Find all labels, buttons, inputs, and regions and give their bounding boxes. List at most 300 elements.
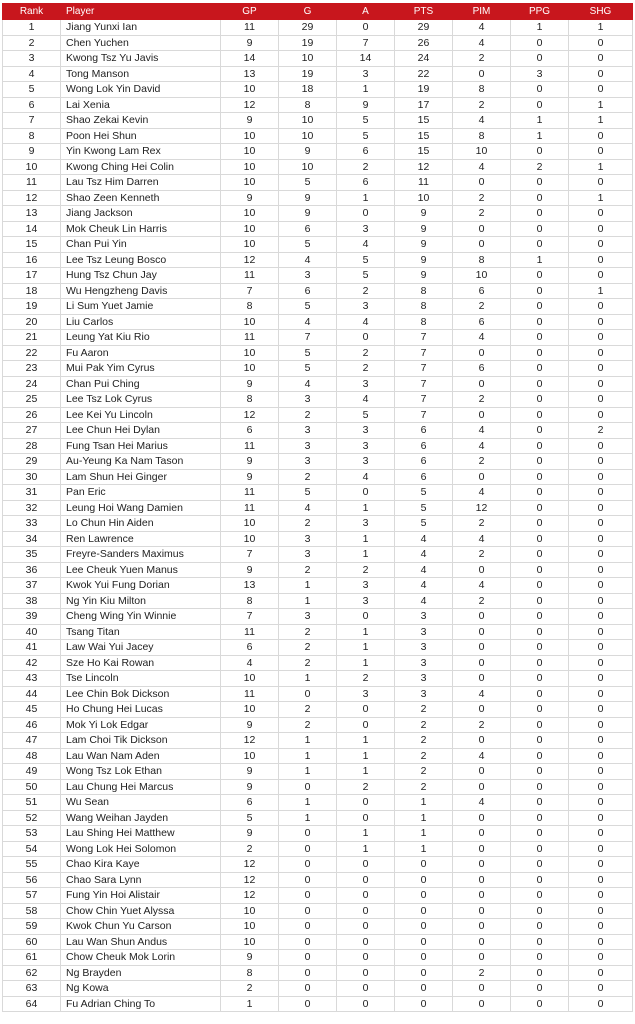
cell-a: 1 bbox=[337, 531, 395, 547]
cell-player[interactable]: Yin Kwong Lam Rex bbox=[61, 144, 221, 160]
cell-ppg: 0 bbox=[511, 934, 569, 950]
cell-a: 5 bbox=[337, 268, 395, 284]
cell-pts: 4 bbox=[395, 593, 453, 609]
cell-gp: 2 bbox=[221, 981, 279, 997]
cell-ppg: 1 bbox=[511, 252, 569, 268]
cell-player[interactable]: Wu Hengzheng Davis bbox=[61, 283, 221, 299]
cell-shg: 0 bbox=[569, 175, 633, 191]
cell-pts: 0 bbox=[395, 950, 453, 966]
cell-gp: 9 bbox=[221, 562, 279, 578]
cell-gp: 10 bbox=[221, 206, 279, 222]
cell-pts: 2 bbox=[395, 717, 453, 733]
header-gp[interactable]: GP bbox=[221, 4, 279, 20]
cell-pts: 8 bbox=[395, 299, 453, 315]
table-row bbox=[3, 190, 633, 206]
cell-a: 5 bbox=[337, 252, 395, 268]
cell-gp: 10 bbox=[221, 702, 279, 718]
cell-shg: 1 bbox=[569, 113, 633, 129]
cell-ppg: 0 bbox=[511, 826, 569, 842]
cell-player[interactable]: Leung Hoi Wang Damien bbox=[61, 500, 221, 516]
cell-pts: 1 bbox=[395, 795, 453, 811]
cell-a: 2 bbox=[337, 345, 395, 361]
cell-gp: 2 bbox=[221, 841, 279, 857]
table-row bbox=[3, 175, 633, 191]
cell-player[interactable]: Li Sum Yuet Jamie bbox=[61, 299, 221, 315]
cell-player[interactable]: Chow Cheuk Mok Lorin bbox=[61, 950, 221, 966]
cell-g: 0 bbox=[279, 826, 337, 842]
cell-player[interactable]: Liu Carlos bbox=[61, 314, 221, 330]
cell-a: 2 bbox=[337, 283, 395, 299]
cell-player[interactable]: Au-Yeung Ka Nam Tason bbox=[61, 454, 221, 470]
cell-pim: 4 bbox=[453, 423, 511, 439]
cell-ppg: 0 bbox=[511, 438, 569, 454]
cell-player[interactable]: Mok Cheuk Lin Harris bbox=[61, 221, 221, 237]
cell-ppg: 0 bbox=[511, 268, 569, 284]
cell-rank: 43 bbox=[3, 671, 61, 687]
table-row bbox=[3, 919, 633, 935]
table-row bbox=[3, 702, 633, 718]
cell-g: 10 bbox=[279, 159, 337, 175]
cell-pts: 29 bbox=[395, 20, 453, 36]
cell-shg: 0 bbox=[569, 593, 633, 609]
cell-shg: 0 bbox=[569, 500, 633, 516]
cell-player[interactable]: Fung Yin Hoi Alistair bbox=[61, 888, 221, 904]
cell-rank: 27 bbox=[3, 423, 61, 439]
cell-shg: 0 bbox=[569, 733, 633, 749]
header-shg[interactable]: SHG bbox=[569, 4, 633, 20]
cell-gp: 11 bbox=[221, 330, 279, 346]
cell-rank: 15 bbox=[3, 237, 61, 253]
cell-ppg: 0 bbox=[511, 221, 569, 237]
cell-player[interactable]: Ng Yin Kiu Milton bbox=[61, 593, 221, 609]
cell-a: 3 bbox=[337, 438, 395, 454]
cell-shg: 0 bbox=[569, 686, 633, 702]
header-rank[interactable]: Rank bbox=[3, 4, 61, 20]
cell-g: 2 bbox=[279, 717, 337, 733]
header-pts[interactable]: PTS bbox=[395, 4, 453, 20]
cell-gp: 6 bbox=[221, 640, 279, 656]
cell-pim: 2 bbox=[453, 51, 511, 67]
cell-shg: 0 bbox=[569, 981, 633, 997]
table-row bbox=[3, 454, 633, 470]
cell-pim: 2 bbox=[453, 299, 511, 315]
cell-gp: 9 bbox=[221, 190, 279, 206]
cell-a: 3 bbox=[337, 376, 395, 392]
cell-a: 2 bbox=[337, 779, 395, 795]
cell-rank: 55 bbox=[3, 857, 61, 873]
header-a[interactable]: A bbox=[337, 4, 395, 20]
cell-player[interactable]: Lee Chun Hei Dylan bbox=[61, 423, 221, 439]
cell-rank: 60 bbox=[3, 934, 61, 950]
cell-player[interactable]: Ng Kowa bbox=[61, 981, 221, 997]
cell-gp: 10 bbox=[221, 221, 279, 237]
cell-player[interactable]: Wu Sean bbox=[61, 795, 221, 811]
cell-ppg: 1 bbox=[511, 113, 569, 129]
cell-a: 4 bbox=[337, 314, 395, 330]
cell-player[interactable]: Wong Lok Yin David bbox=[61, 82, 221, 98]
table-row bbox=[3, 609, 633, 625]
cell-g: 3 bbox=[279, 547, 337, 563]
cell-pts: 0 bbox=[395, 965, 453, 981]
cell-player[interactable]: Lau Wan Nam Aden bbox=[61, 748, 221, 764]
cell-ppg: 0 bbox=[511, 376, 569, 392]
cell-pim: 8 bbox=[453, 252, 511, 268]
cell-gp: 13 bbox=[221, 578, 279, 594]
cell-pim: 2 bbox=[453, 190, 511, 206]
cell-player[interactable]: Lam Choi Tik Dickson bbox=[61, 733, 221, 749]
cell-player[interactable]: Lam Shun Hei Ginger bbox=[61, 469, 221, 485]
cell-shg: 0 bbox=[569, 345, 633, 361]
cell-g: 4 bbox=[279, 500, 337, 516]
cell-a: 3 bbox=[337, 593, 395, 609]
cell-pts: 0 bbox=[395, 857, 453, 873]
cell-g: 3 bbox=[279, 438, 337, 454]
cell-pim: 4 bbox=[453, 578, 511, 594]
cell-rank: 24 bbox=[3, 376, 61, 392]
cell-player[interactable]: Wang Weihan Jayden bbox=[61, 810, 221, 826]
cell-rank: 10 bbox=[3, 159, 61, 175]
table-row bbox=[3, 407, 633, 423]
cell-pts: 2 bbox=[395, 733, 453, 749]
cell-rank: 7 bbox=[3, 113, 61, 129]
table-row bbox=[3, 686, 633, 702]
cell-ppg: 0 bbox=[511, 903, 569, 919]
cell-rank: 51 bbox=[3, 795, 61, 811]
cell-pts: 7 bbox=[395, 330, 453, 346]
cell-pim: 2 bbox=[453, 965, 511, 981]
cell-a: 5 bbox=[337, 113, 395, 129]
cell-a: 1 bbox=[337, 733, 395, 749]
cell-a: 2 bbox=[337, 159, 395, 175]
cell-player[interactable]: Ren Lawrence bbox=[61, 531, 221, 547]
cell-gp: 10 bbox=[221, 919, 279, 935]
cell-a: 5 bbox=[337, 407, 395, 423]
cell-a: 3 bbox=[337, 516, 395, 532]
table-row bbox=[3, 82, 633, 98]
cell-player[interactable]: Tsang Titan bbox=[61, 624, 221, 640]
cell-pim: 4 bbox=[453, 159, 511, 175]
cell-pim: 2 bbox=[453, 547, 511, 563]
cell-rank: 25 bbox=[3, 392, 61, 408]
table-row bbox=[3, 66, 633, 82]
table-row bbox=[3, 640, 633, 656]
cell-pts: 0 bbox=[395, 919, 453, 935]
cell-a: 1 bbox=[337, 748, 395, 764]
cell-player[interactable]: Chao Sara Lynn bbox=[61, 872, 221, 888]
cell-shg: 0 bbox=[569, 655, 633, 671]
cell-ppg: 0 bbox=[511, 330, 569, 346]
cell-pts: 26 bbox=[395, 35, 453, 51]
table-row bbox=[3, 376, 633, 392]
cell-shg: 0 bbox=[569, 51, 633, 67]
cell-rank: 12 bbox=[3, 190, 61, 206]
table-row bbox=[3, 392, 633, 408]
table-row bbox=[3, 872, 633, 888]
cell-pim: 0 bbox=[453, 950, 511, 966]
cell-gp: 12 bbox=[221, 888, 279, 904]
cell-a: 2 bbox=[337, 361, 395, 377]
cell-a: 14 bbox=[337, 51, 395, 67]
cell-player[interactable]: Kwong Tsz Yu Javis bbox=[61, 51, 221, 67]
cell-player[interactable]: Mok Yi Lok Edgar bbox=[61, 717, 221, 733]
cell-gp: 8 bbox=[221, 299, 279, 315]
cell-player[interactable]: Lee Chin Bok Dickson bbox=[61, 686, 221, 702]
cell-rank: 16 bbox=[3, 252, 61, 268]
cell-pts: 4 bbox=[395, 547, 453, 563]
cell-player[interactable]: Shao Zekai Kevin bbox=[61, 113, 221, 129]
cell-pim: 4 bbox=[453, 686, 511, 702]
cell-shg: 0 bbox=[569, 454, 633, 470]
cell-ppg: 0 bbox=[511, 593, 569, 609]
cell-player[interactable]: Tse Lincoln bbox=[61, 671, 221, 687]
cell-player[interactable]: Wong Lok Hei Solomon bbox=[61, 841, 221, 857]
cell-pim: 0 bbox=[453, 764, 511, 780]
cell-player[interactable]: Shao Zeen Kenneth bbox=[61, 190, 221, 206]
cell-pts: 2 bbox=[395, 764, 453, 780]
cell-rank: 32 bbox=[3, 500, 61, 516]
table-row bbox=[3, 500, 633, 516]
table-row bbox=[3, 841, 633, 857]
cell-rank: 35 bbox=[3, 547, 61, 563]
cell-ppg: 0 bbox=[511, 423, 569, 439]
table-row bbox=[3, 51, 633, 67]
cell-gp: 9 bbox=[221, 826, 279, 842]
cell-player[interactable]: Lau Wan Shun Andus bbox=[61, 934, 221, 950]
cell-player[interactable]: Jiang Jackson bbox=[61, 206, 221, 222]
cell-rank: 61 bbox=[3, 950, 61, 966]
cell-player[interactable]: Chan Pui Ching bbox=[61, 376, 221, 392]
table-row bbox=[3, 361, 633, 377]
cell-shg: 0 bbox=[569, 128, 633, 144]
cell-shg: 1 bbox=[569, 159, 633, 175]
cell-ppg: 0 bbox=[511, 547, 569, 563]
cell-gp: 9 bbox=[221, 764, 279, 780]
cell-shg: 0 bbox=[569, 717, 633, 733]
cell-gp: 10 bbox=[221, 516, 279, 532]
table-row bbox=[3, 764, 633, 780]
cell-g: 6 bbox=[279, 283, 337, 299]
cell-player[interactable]: Sze Ho Kai Rowan bbox=[61, 655, 221, 671]
cell-pim: 0 bbox=[453, 826, 511, 842]
cell-g: 3 bbox=[279, 531, 337, 547]
header-g[interactable]: G bbox=[279, 4, 337, 20]
cell-player[interactable]: Hung Tsz Chun Jay bbox=[61, 268, 221, 284]
cell-player[interactable]: Pan Eric bbox=[61, 485, 221, 501]
cell-pts: 15 bbox=[395, 144, 453, 160]
cell-rank: 53 bbox=[3, 826, 61, 842]
cell-shg: 0 bbox=[569, 268, 633, 284]
cell-player[interactable]: Leung Yat Kiu Rio bbox=[61, 330, 221, 346]
table-row bbox=[3, 965, 633, 981]
cell-rank: 23 bbox=[3, 361, 61, 377]
cell-rank: 29 bbox=[3, 454, 61, 470]
cell-a: 3 bbox=[337, 578, 395, 594]
cell-player[interactable]: Lai Xenia bbox=[61, 97, 221, 113]
cell-shg: 0 bbox=[569, 469, 633, 485]
cell-player[interactable]: Ho Chung Hei Lucas bbox=[61, 702, 221, 718]
cell-rank: 19 bbox=[3, 299, 61, 315]
cell-g: 0 bbox=[279, 888, 337, 904]
cell-ppg: 1 bbox=[511, 20, 569, 36]
cell-shg: 0 bbox=[569, 609, 633, 625]
cell-pim: 2 bbox=[453, 454, 511, 470]
cell-shg: 0 bbox=[569, 144, 633, 160]
cell-shg: 1 bbox=[569, 20, 633, 36]
cell-pim: 4 bbox=[453, 35, 511, 51]
cell-rank: 56 bbox=[3, 872, 61, 888]
cell-g: 8 bbox=[279, 97, 337, 113]
cell-player[interactable]: Lo Chun Hin Aiden bbox=[61, 516, 221, 532]
cell-pts: 0 bbox=[395, 981, 453, 997]
cell-g: 7 bbox=[279, 330, 337, 346]
cell-a: 0 bbox=[337, 795, 395, 811]
cell-player[interactable]: Fu Adrian Ching To bbox=[61, 996, 221, 1012]
cell-pim: 4 bbox=[453, 330, 511, 346]
cell-player[interactable]: Kwok Chun Yu Carson bbox=[61, 919, 221, 935]
cell-player[interactable]: Chao Kira Kaye bbox=[61, 857, 221, 873]
cell-ppg: 0 bbox=[511, 609, 569, 625]
table-row bbox=[3, 934, 633, 950]
cell-gp: 10 bbox=[221, 144, 279, 160]
cell-g: 4 bbox=[279, 252, 337, 268]
table-row bbox=[3, 20, 633, 36]
cell-ppg: 0 bbox=[511, 686, 569, 702]
cell-shg: 0 bbox=[569, 841, 633, 857]
table-row bbox=[3, 469, 633, 485]
cell-gp: 12 bbox=[221, 407, 279, 423]
cell-player[interactable]: Wong Tsz Lok Ethan bbox=[61, 764, 221, 780]
cell-pts: 0 bbox=[395, 903, 453, 919]
cell-player[interactable]: Poon Hei Shun bbox=[61, 128, 221, 144]
cell-gp: 12 bbox=[221, 252, 279, 268]
cell-player[interactable]: Chan Pui Yin bbox=[61, 237, 221, 253]
cell-shg: 0 bbox=[569, 237, 633, 253]
cell-gp: 14 bbox=[221, 51, 279, 67]
cell-shg: 0 bbox=[569, 624, 633, 640]
cell-player[interactable]: Tong Manson bbox=[61, 66, 221, 82]
cell-gp: 12 bbox=[221, 97, 279, 113]
cell-player[interactable]: Lee Cheuk Yuen Manus bbox=[61, 562, 221, 578]
cell-ppg: 0 bbox=[511, 717, 569, 733]
cell-pim: 0 bbox=[453, 175, 511, 191]
cell-a: 0 bbox=[337, 903, 395, 919]
cell-player[interactable]: Cheng Wing Yin Winnie bbox=[61, 609, 221, 625]
table-row bbox=[3, 128, 633, 144]
cell-player[interactable]: Chow Chin Yuet Alyssa bbox=[61, 903, 221, 919]
cell-a: 1 bbox=[337, 826, 395, 842]
cell-a: 3 bbox=[337, 423, 395, 439]
cell-rank: 41 bbox=[3, 640, 61, 656]
cell-pim: 10 bbox=[453, 144, 511, 160]
cell-player[interactable]: Lee Kei Yu Lincoln bbox=[61, 407, 221, 423]
cell-player[interactable]: Lee Tsz Leung Bosco bbox=[61, 252, 221, 268]
cell-gp: 5 bbox=[221, 810, 279, 826]
cell-g: 2 bbox=[279, 640, 337, 656]
cell-player[interactable]: Lau Chung Hei Marcus bbox=[61, 779, 221, 795]
cell-shg: 1 bbox=[569, 97, 633, 113]
cell-shg: 0 bbox=[569, 950, 633, 966]
cell-rank: 26 bbox=[3, 407, 61, 423]
cell-player[interactable]: Jiang Yunxi Ian bbox=[61, 20, 221, 36]
cell-rank: 57 bbox=[3, 888, 61, 904]
cell-a: 1 bbox=[337, 82, 395, 98]
cell-g: 1 bbox=[279, 795, 337, 811]
cell-shg: 0 bbox=[569, 252, 633, 268]
header-pim[interactable]: PIM bbox=[453, 4, 511, 20]
cell-pts: 10 bbox=[395, 190, 453, 206]
cell-shg: 0 bbox=[569, 934, 633, 950]
cell-player[interactable]: Ng Brayden bbox=[61, 965, 221, 981]
cell-ppg: 0 bbox=[511, 655, 569, 671]
cell-player[interactable]: Kwok Yui Fung Dorian bbox=[61, 578, 221, 594]
cell-a: 3 bbox=[337, 66, 395, 82]
cell-shg: 0 bbox=[569, 299, 633, 315]
cell-shg: 0 bbox=[569, 392, 633, 408]
cell-ppg: 0 bbox=[511, 671, 569, 687]
cell-shg: 0 bbox=[569, 857, 633, 873]
cell-a: 2 bbox=[337, 671, 395, 687]
cell-g: 9 bbox=[279, 144, 337, 160]
cell-player[interactable]: Lau Tsz Him Darren bbox=[61, 175, 221, 191]
cell-player[interactable]: Lau Shing Hei Matthew bbox=[61, 826, 221, 842]
header-player[interactable]: Player bbox=[61, 4, 221, 20]
cell-player[interactable]: Mui Pak Yim Cyrus bbox=[61, 361, 221, 377]
header-ppg[interactable]: PPG bbox=[511, 4, 569, 20]
cell-ppg: 0 bbox=[511, 733, 569, 749]
cell-player[interactable]: Kwong Ching Hei Colin bbox=[61, 159, 221, 175]
cell-rank: 5 bbox=[3, 82, 61, 98]
table-row bbox=[3, 795, 633, 811]
cell-rank: 49 bbox=[3, 764, 61, 780]
cell-pim: 0 bbox=[453, 562, 511, 578]
cell-g: 0 bbox=[279, 950, 337, 966]
cell-pts: 5 bbox=[395, 516, 453, 532]
cell-player[interactable]: Chen Yuchen bbox=[61, 35, 221, 51]
cell-player[interactable]: Lee Tsz Lok Cyrus bbox=[61, 392, 221, 408]
table-row bbox=[3, 314, 633, 330]
cell-pts: 7 bbox=[395, 361, 453, 377]
cell-a: 1 bbox=[337, 500, 395, 516]
cell-rank: 3 bbox=[3, 51, 61, 67]
cell-pim: 0 bbox=[453, 66, 511, 82]
cell-rank: 36 bbox=[3, 562, 61, 578]
table-header-row bbox=[3, 4, 633, 20]
cell-player[interactable]: Freyre-Sanders Maximus bbox=[61, 547, 221, 563]
cell-pts: 6 bbox=[395, 454, 453, 470]
cell-ppg: 0 bbox=[511, 640, 569, 656]
cell-player[interactable]: Fung Tsan Hei Marius bbox=[61, 438, 221, 454]
cell-a: 0 bbox=[337, 981, 395, 997]
cell-rank: 2 bbox=[3, 35, 61, 51]
cell-a: 0 bbox=[337, 717, 395, 733]
cell-g: 1 bbox=[279, 671, 337, 687]
cell-ppg: 0 bbox=[511, 531, 569, 547]
cell-a: 0 bbox=[337, 206, 395, 222]
cell-ppg: 0 bbox=[511, 950, 569, 966]
cell-gp: 7 bbox=[221, 609, 279, 625]
cell-pim: 0 bbox=[453, 841, 511, 857]
cell-shg: 0 bbox=[569, 361, 633, 377]
cell-pts: 7 bbox=[395, 345, 453, 361]
cell-pts: 9 bbox=[395, 221, 453, 237]
cell-shg: 0 bbox=[569, 206, 633, 222]
cell-pim: 0 bbox=[453, 903, 511, 919]
cell-rank: 28 bbox=[3, 438, 61, 454]
cell-player[interactable]: Fu Aaron bbox=[61, 345, 221, 361]
cell-player[interactable]: Law Wai Yui Jacey bbox=[61, 640, 221, 656]
cell-gp: 9 bbox=[221, 376, 279, 392]
cell-ppg: 3 bbox=[511, 66, 569, 82]
